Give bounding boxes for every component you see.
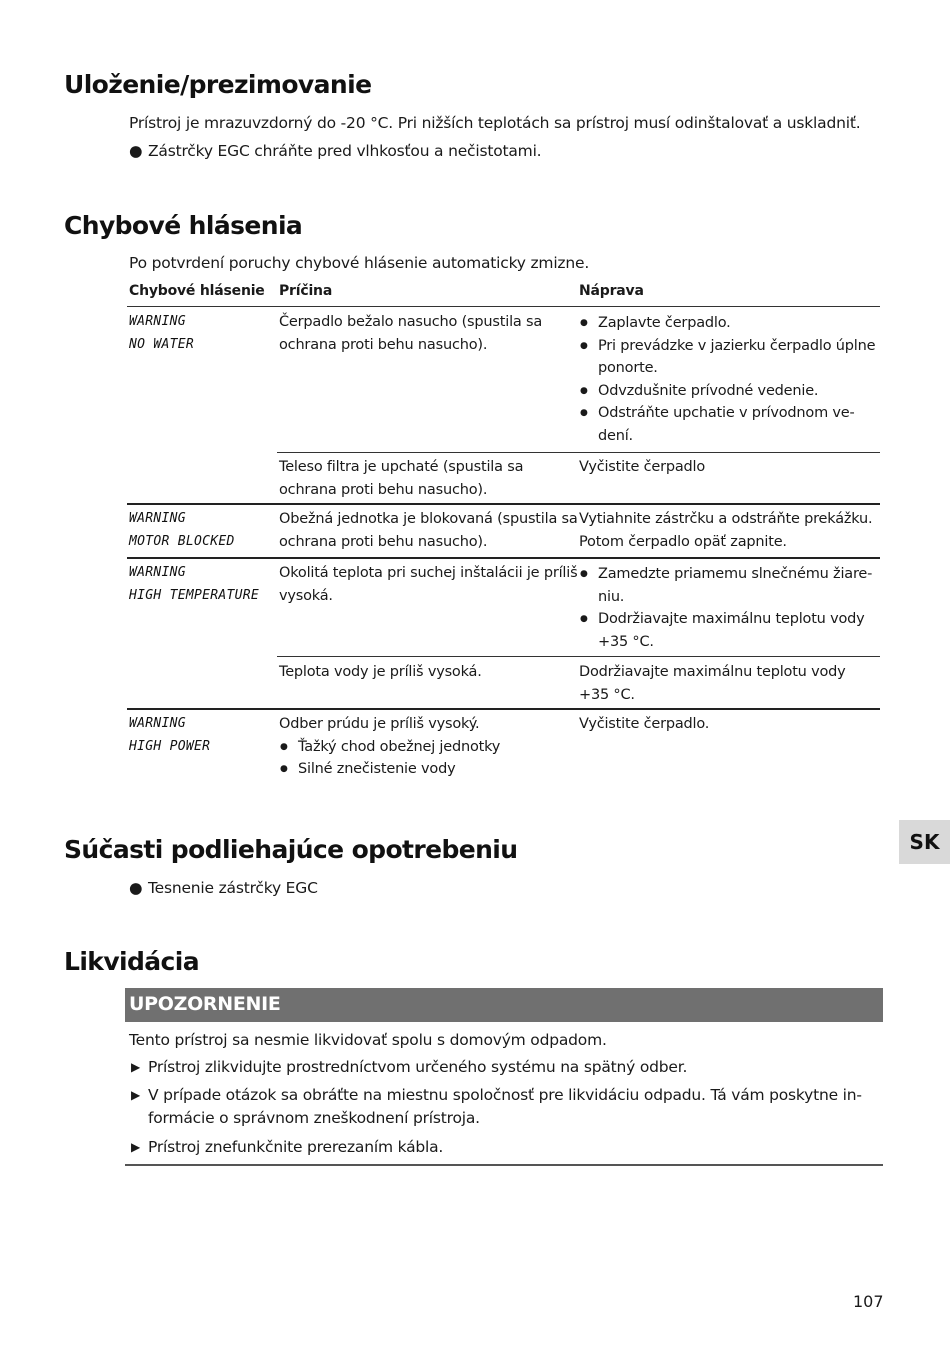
storage-text: Prístroj je mrazuvzdorný do -20 °C. Pri nižších teplotách sa prístroj musí odinštalovať a uskladniť. <box>129 114 861 132</box>
remedy-bullet: ● Odstráňte upchatie v prívodnom ve- dení. <box>579 402 879 447</box>
warning-label: UPOZORNENIE <box>129 993 281 1015</box>
page-number: 107 <box>853 1292 884 1311</box>
header-cause: Príčina <box>279 283 333 299</box>
storage-bullet-text: Zástrčky EGC chráňte pred vlhkosťou a nečistotami. <box>148 142 542 160</box>
wear-bullet <box>129 877 318 900</box>
cause-cell: Okolitá teplota pri suchej inštalácii je príliš vysoká. <box>279 565 578 604</box>
remedy-bullet: ● Zaplavte čerpadlo. <box>579 312 879 335</box>
header-remedy: Náprava <box>579 283 644 299</box>
bullet-icon: ● <box>129 879 143 897</box>
remedy-cell: Vyčistite čerpadlo <box>579 459 706 475</box>
warning-bar <box>125 988 883 1022</box>
cause-cell: Odber prúdu je príliš vysoký. ● Ťažký chod obežnej jednotky ● Silné znečistenie vody <box>279 713 574 781</box>
cause-bullet: ● Ťažký chod obežnej jednotky <box>279 736 574 759</box>
row-rule <box>277 452 880 453</box>
remedy-cell <box>579 312 879 447</box>
cause-cell: Teplota vody je príliš vysoká. <box>279 664 482 680</box>
cause-bullet: ● Silné znečistenie vody <box>279 758 574 781</box>
cause-cell: Čerpadlo bežalo nasucho (spustila sa ochrana proti behu nasucho). <box>279 314 543 353</box>
error-code: WARNING HIGH POWER <box>129 716 211 754</box>
disposal-text: Tento prístroj sa nesmie likvidovať spolu s domovým odpadom. <box>129 1031 607 1049</box>
error-code: WARNING MOTOR BLOCKED <box>129 511 235 549</box>
remedy-bullet: ● Odvzdušnite prívodné vedenie. <box>579 380 879 403</box>
header-rule <box>127 306 880 307</box>
storage-heading: Uloženie/prezimovanie <box>64 70 372 99</box>
error-code: WARNING NO WATER <box>129 314 195 352</box>
error-code: WARNING HIGH TEMPERATURE <box>129 565 260 603</box>
section-end-rule <box>125 1164 883 1166</box>
header-message: Chybové hlásenie <box>129 283 265 299</box>
disposal-heading: Likvidácia <box>64 947 200 976</box>
remedy-cell: Vyčistite čerpadlo. <box>579 716 710 732</box>
cause-cell: Teleso filtra je upchaté (spustila sa ochrana proti behu nasucho). <box>279 459 524 498</box>
errors-heading: Chybové hlásenia <box>64 211 303 240</box>
language-tab: SK <box>899 820 950 864</box>
wear-heading: Súčasti podliehajúce opotrebeniu <box>64 835 518 864</box>
disposal-step: ▶ V prípade otázok sa obráťte na miestnu spoločnosť pre likvidáciu odpadu. Tá vám poskytne in- formácie o správnom zneškodnení prístroja. <box>131 1086 862 1127</box>
triangle-right-icon: ▶ <box>131 1088 141 1102</box>
remedy-cell: Dodržiavajte maximálnu teplotu vody +35 °C. <box>579 664 846 703</box>
remedy-bullet: ● Dodržiavajte maximálnu teplotu vody +35 °C. <box>579 608 879 653</box>
remedy-bullet: ● Zamedzte priamemu slnečnému žiare- niu. <box>579 563 879 608</box>
disposal-step: ▶ Prístroj znefunkčnite prerezaním kábla. <box>129 1136 884 1159</box>
row-rule <box>127 557 880 559</box>
remedy-cell: Vytiahnite zástrčku a odstráňte prekážku. Potom čerpadlo opäť zapnite. <box>579 511 873 550</box>
cause-cell: Obežná jednotka je blokovaná (spustila sa ochrana proti behu nasucho). <box>279 511 578 550</box>
errors-intro: Po potvrdení poruchy chybové hlásenie automaticky zmizne. <box>129 254 590 272</box>
triangle-right-icon: ▶ <box>131 1060 141 1074</box>
wear-bullet-text: Tesnenie zástrčky EGC <box>148 879 318 897</box>
remedy-bullet: ● Pri prevádzke v jazierku čerpadlo úplne ponorte. <box>579 335 879 380</box>
row-rule <box>127 503 880 505</box>
bullet-icon: ● <box>129 142 143 160</box>
row-rule <box>127 708 880 710</box>
disposal-step: ▶ Prístroj zlikvidujte prostredníctvom určeného systému na spätný odber. <box>129 1056 884 1079</box>
storage-bullet <box>129 140 541 163</box>
triangle-right-icon: ▶ <box>131 1140 141 1154</box>
row-rule <box>277 656 880 657</box>
remedy-cell <box>579 563 879 653</box>
